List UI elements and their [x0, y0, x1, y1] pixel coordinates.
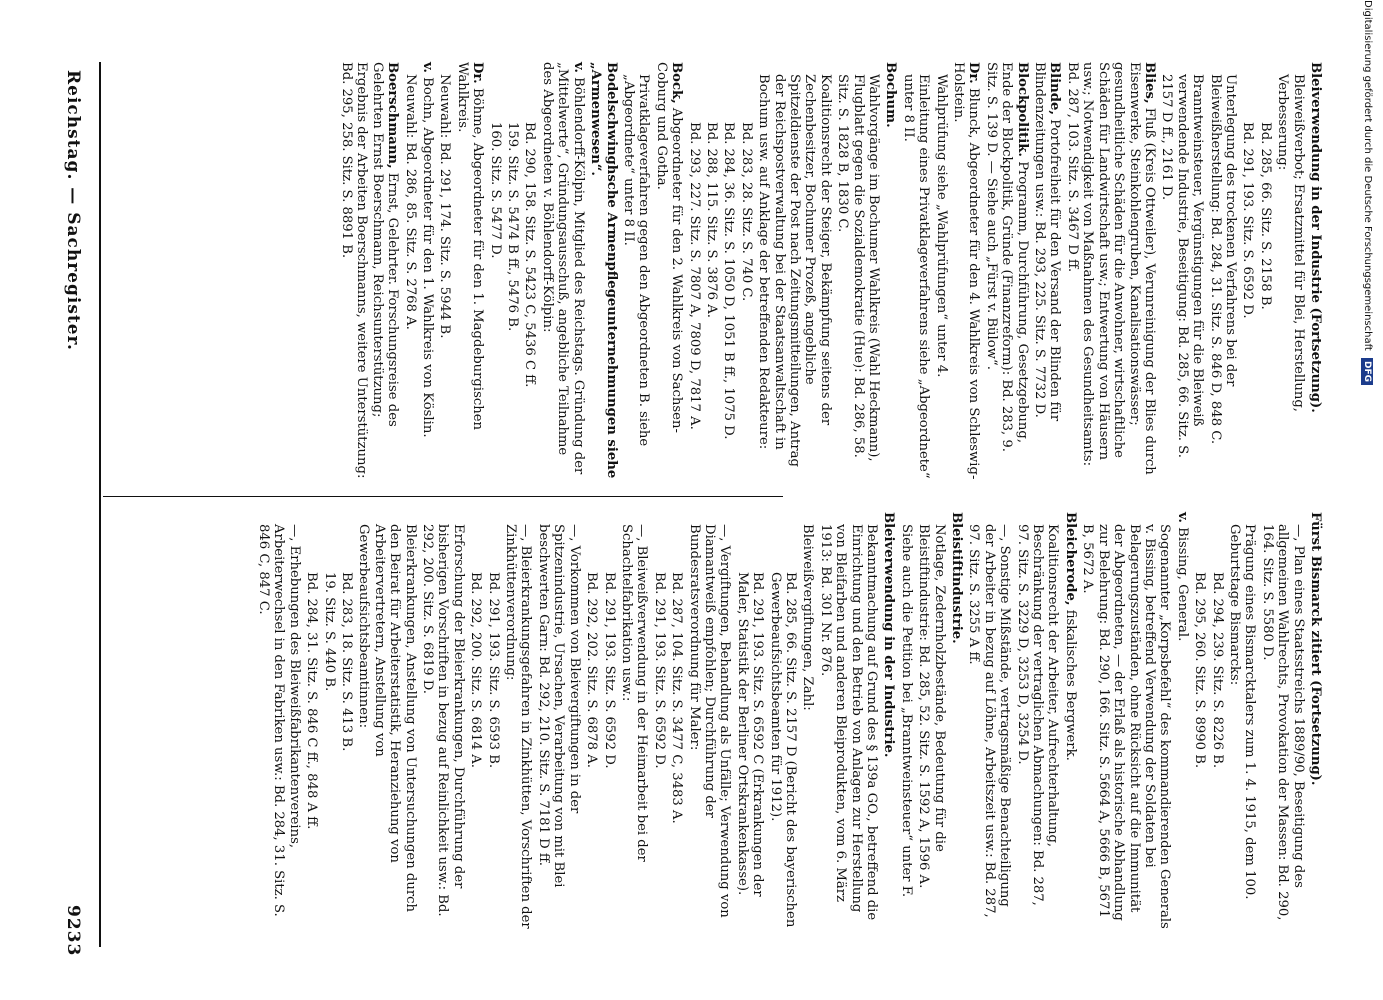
- index-entry-heading: Bock, Abgeordneter für den 2. Wahlkreis von Sachsen-Coburg und Gotha.: [653, 62, 685, 433]
- index-entry-line: Bd. 288, 115. Sitz. S. 3876 A.: [703, 122, 719, 318]
- index-entry-line: Neuwahl: Bd. 291, 174. Sitz. S. 5944 B.: [437, 74, 453, 339]
- index-entry-heading: Blinde, Portofreiheit für den Versand der Blinden für Blindenzeitungen usw.: Bd. 293, 225. Sitz. S. 7732 D.: [1032, 62, 1063, 422]
- index-entry-line: —, Erhebungen des Bleiweißfabrikantenvereins, Arbeiterwechsel in den Fabriken usw.: Bd. 284, 31. Sitz. S. 846 C, 847 C.: [256, 524, 302, 917]
- index-entry-line: Bd. 285, 66. Sitz. S. 2157 D (Bericht des bayerischen Gewerbeaufsichtsbeamten für 1912).: [767, 572, 798, 928]
- index-entry-line: Koalitionsrecht der Arbeiter, Aufrechterhaltung, Beschränkung der vertraglichen Abmachungen: Bd. 287, 97. Sitz. S. 3229 D, 3253 D, 3254 D.: [1014, 524, 1061, 906]
- index-entry-line: Bd. 290, 158. Sitz. S. 5423 C, 5436 C ff.: [522, 122, 538, 388]
- index-entry-heading: Dr. Böhme, Abgeordneter für den 1. Magdeburgischen Wahlkreis.: [454, 62, 486, 431]
- index-entry-line: —, Sonstige Mißstände, vertragsmäßige Benachteiligung der Arbeiter in bezug auf Löhne, Arbeitszeit usw.: Bd. 287, 97. Sitz. S. 3255 A ff.: [966, 524, 1013, 918]
- index-entry-line: Bleierkrankungen, Anstellung von Untersuchungen durch den Beirat für Arbeiterstatistik, Heranziehung von Arbeitervertretern, Anstellung von Gewerbeaufsichtsbeamtinnen:: [356, 524, 418, 913]
- index-entry-line: Sogenannter „Korpsbefehl“ des kommandierenden Generals v. Bissing, betreffend Verwendung der Soldaten bei Belagerungszuständen, ohne Rücksicht auf die Immunität der Abgeordneten, — der Erlaß als historische Abhandlung zur Belehrung: Bd. 290, 166. Sitz. S. 5664 A, 5666 B, 5671 B, 5672 A.: [1080, 524, 1173, 929]
- index-entry-line: Bd. 292, 200. Sitz. S. 6814 A.: [468, 572, 484, 768]
- index-entry-line: —, Bleiweißverwendung in der Heimarbeit bei der Schachtelfabrikation usw.:: [618, 524, 650, 862]
- dfg-logo: DFG: [1361, 358, 1373, 385]
- index-entry-line: Wahlprüfung siehe „Wahlprüfungen“ unter 4.: [933, 74, 949, 378]
- index-entry-line: Bd. 285, 66. Sitz. S. 2158 B.: [1257, 122, 1273, 310]
- index-entry-heading: v. Böhlendorff-Kölpin, Mitglied des Reichstags. Gründung der „Mittelwerte“, Gründungsausschuß, angebliche Teilnahme des Abgeordneten v. Böhlendorff-Kölpin:: [539, 62, 586, 475]
- index-entry-heading: Blockpolitik. Programm, Durchführung, Gesetzgebung, Ende der Blockpolitik, Gründe (Finanzreform): Bd. 283, 9. Sitz. S. 139 D. — Siehe auch „Fürst v. Bülow“.: [983, 62, 1030, 452]
- index-entry-line: Bd. 284, 31. Sitz. S. 846 C ff., 848 A ff.: [304, 572, 320, 830]
- index-entry-line: Unterlegung des trockenen Verfahrens bei der Bleiweißherstellung: Bd. 284, 31. Sitz. S. 846 D, 848 C.: [1207, 74, 1238, 445]
- index-entry-line: 159. Sitz. S. 5474 B ff., 5476 B.: [505, 122, 521, 332]
- index-entry-line: —, Plan eines Staatsstreichs 1889/90, Beseitigung des allgemeinen Wahlrechts, Provokation der Massen: Bd. 290, 164. Sitz. S. 5580 D.: [1259, 524, 1306, 921]
- index-entry-line: Koalitionsrecht der Steiger, Bekämpfung seitens der Zechenbesitzer, Bochumer Prozeß, angebliche Spitzeldienste der Post nach Zeitungsmitteilungen, Antrag der Reichspostverwaltung bei der Staatsanwaltschaft in Bochum usw. auf Anklage der betreffenden Redakteure:: [756, 74, 833, 467]
- footer-text: Digitalisierung gefördert durch die Deutsche Forschungsgemeinschaft: [1362, 0, 1373, 351]
- index-entry-line: Bd. 292, 202. Sitz. S. 6878 A.: [584, 572, 600, 768]
- index-entry-line: Neuwahl: Bd. 286, 85. Sitz. S. 2768 A.: [402, 74, 418, 330]
- index-entry-heading: Bleistiftindustrie.: [949, 512, 965, 644]
- index-entry-heading: v. Bochn, Abgeordneter für den 1. Wahlkreis von Köslin.: [420, 62, 436, 438]
- index-entry-line: Bd. 291, 193. Sitz. S. 6592 C (Erkrankungen der Maler, Statistik der Berliner Ortskrankenkasse).: [734, 572, 766, 897]
- index-entry-heading: Bochum.: [883, 62, 899, 128]
- index-entry-line: —, Vorkommen von Bleivergiftungen in der Spitzenindustrie, Ursachen, Verarbeitung von mit Blei beschwerten Garn: Bd. 292, 210. Sitz. S. 7181 D ff.: [535, 524, 582, 888]
- index-entry-line: Bd. 283, 18. Sitz. S. 413 B.: [339, 572, 355, 752]
- index-entry-line: Branntweinsteuer, Vergünstigungen für die Bleiweiß verwendende Industrie, Beseitigung: Bd. 285, 66. Sitz. S. 2157 D ff., 2161 D.: [1159, 74, 1206, 458]
- index-entry-heading: Boerschmann, Ernst, Gelehrter. Forschungsreise des Gelehrten Ernst Boerschmann, Reichsunterstützung; Ergebnis der Arbeiten Boerschmanns, weitere Unterstützung: Bd. 295, 258. Sitz. S. 8891 B.: [339, 62, 401, 479]
- index-entry-heading: Bleiverwendung in der Industrie (Fortsetzung).: [1308, 62, 1323, 413]
- index-entry-line: Erforschung der Bleierkrankungen, Durchführung der bisherigen Vorschriften in bezug auf Reinlichkeit usw.: Bd. 292, 200. Sitz. S. 6819 D.: [420, 524, 466, 917]
- index-entry-line: Bd. 291, 193. Sitz. S. 6592 D.: [1240, 122, 1256, 319]
- index-entry-heading: Bodelschwinghsche Armenpflegeunternehmungen siehe „Armenwesen“.: [588, 62, 619, 479]
- index-entry-heading: Dr. Blunck, Abgeordneter für den 4. Wahlkreis von Schleswig-Holstein.: [951, 62, 982, 480]
- index-entry-line: Bd. 283, 28. Sitz. S. 740 C.: [738, 122, 754, 302]
- index-entry-line: Bd. 294, 239. Sitz. S. 8226 B.: [1209, 572, 1225, 769]
- header-rule: [99, 62, 101, 947]
- running-head: Reichstag. — Sachregister.: [63, 70, 83, 351]
- index-entry-line: Bd. 295, 260. Sitz. S. 8990 B.: [1192, 572, 1208, 769]
- index-entry-line: Bd. 284, 36. Sitz. S. 1050 D, 1051 B ff., 1075 D.: [721, 122, 737, 440]
- index-entry-line: Bleiweißverbot; Ersatzmittel für Blei, Herstellung, Verbesserung:: [1275, 74, 1306, 412]
- index-entry-line: Privatklageverfahren gegen den Abgeordneten B. siehe „Abgeordnete“ unter 8 II.: [620, 74, 652, 447]
- index-entry-line: Prägung eines Bismarcktalers zum 1. 4. 1915, dem 100. Geburtstage Bismarcks:: [1226, 524, 1258, 900]
- right-column: [254, 512, 1323, 930]
- index-entry-line: Bleiweißvergiftungen, Zahl:: [800, 524, 816, 711]
- index-entry-line: Bd. 291, 193. Sitz. S. 6593 B.: [485, 572, 501, 769]
- index-entry-heading: Bleicherode, fiskalisches Bergwerk.: [1062, 512, 1078, 761]
- index-entry-line: Einleitung eines Privatklageverfahrens siehe „Abgeordnete“ unter 8 II.: [900, 74, 932, 479]
- page-number: 9233: [63, 905, 83, 957]
- index-entry-line: —, Bleierkrankungsgefahren in Zinkhütten, Vorschriften der Zinkhüttenverordnung:: [503, 524, 534, 929]
- index-entry-line: Bekanntmachung auf Grund des § 139a GO., betreffend die Einrichtung und den Betrieb von Anlagen zur Herstellung von Bleifarben und anderen Bleiprodukten, vom 6. März 1913: Bd. 301 Nr. 876.: [817, 524, 880, 921]
- column-divider: [103, 496, 783, 497]
- index-entry-line: Bd. 291, 193. Sitz. S. 6592 D.: [651, 572, 667, 769]
- index-entry-line: Bd. 291, 193. Sitz. S. 6592 D.: [601, 572, 617, 769]
- index-entry-line: 19. Sitz. S. 440 B.: [321, 572, 337, 692]
- index-entry-heading: Fürst Bismarck zitiert (Fortsetzung).: [1308, 512, 1323, 786]
- index-entry-heading: Blies, Fluß (Kreis Ottweiler), Verunreinigung der Blies durch Eisenwerke, Steinkohlengruben, Kanalisationswässer; gesundheitliche Schäden für die Anwohner, wirtschaftliche Schäden für Landwirtschaft usw.; Entwertung von Häusern usw.; Notwendigkeit von Maßnahmen des Gesundheitsamts: Bd. 287, 103. Sitz. S. 3467 D ff.: [1064, 62, 1157, 475]
- footer: [1361, 0, 1373, 385]
- index-entry-line: Bd. 287, 104. Sitz. S. 3477 C, 3483 A.: [669, 572, 685, 824]
- index-entry-line: Bd. 293, 227. Sitz. S. 7807 A, 7809 D, 7817 A.: [686, 122, 702, 430]
- index-entry-line: Wahlvorgänge im Bochumer Wahlkreis (Wahl Heckmann), Flugblatt gegen die Sozialdemokratie (Hue): Bd. 286, 58. Sitz. S. 1828 B, 1830 C.: [835, 74, 882, 462]
- index-entry-heading: Bleiverwendung in der Industrie.: [881, 512, 897, 758]
- index-entry-line: Siehe auch die Petition bei „Branntweinsteuer“ unter F.: [898, 524, 914, 898]
- index-entry-line: 160. Sitz. S. 5477 D.: [487, 122, 503, 259]
- left-column: [337, 62, 1323, 480]
- index-entry-line: Notlage, Zedernholzbestände, Bedeutung für die Bleistiftindustrie: Bd. 285, 52. Sitz. S. 1592 A, 1596 A.: [916, 524, 947, 889]
- index-entry-line: —, Vergiftungen, Behandlung als Unfälle; Verwendung von Diamantweiß empfohlen; Durchführung der Bundesratsverordnung für Maler:: [686, 524, 733, 918]
- index-entry-heading: v. Bissing, General.: [1174, 512, 1190, 642]
